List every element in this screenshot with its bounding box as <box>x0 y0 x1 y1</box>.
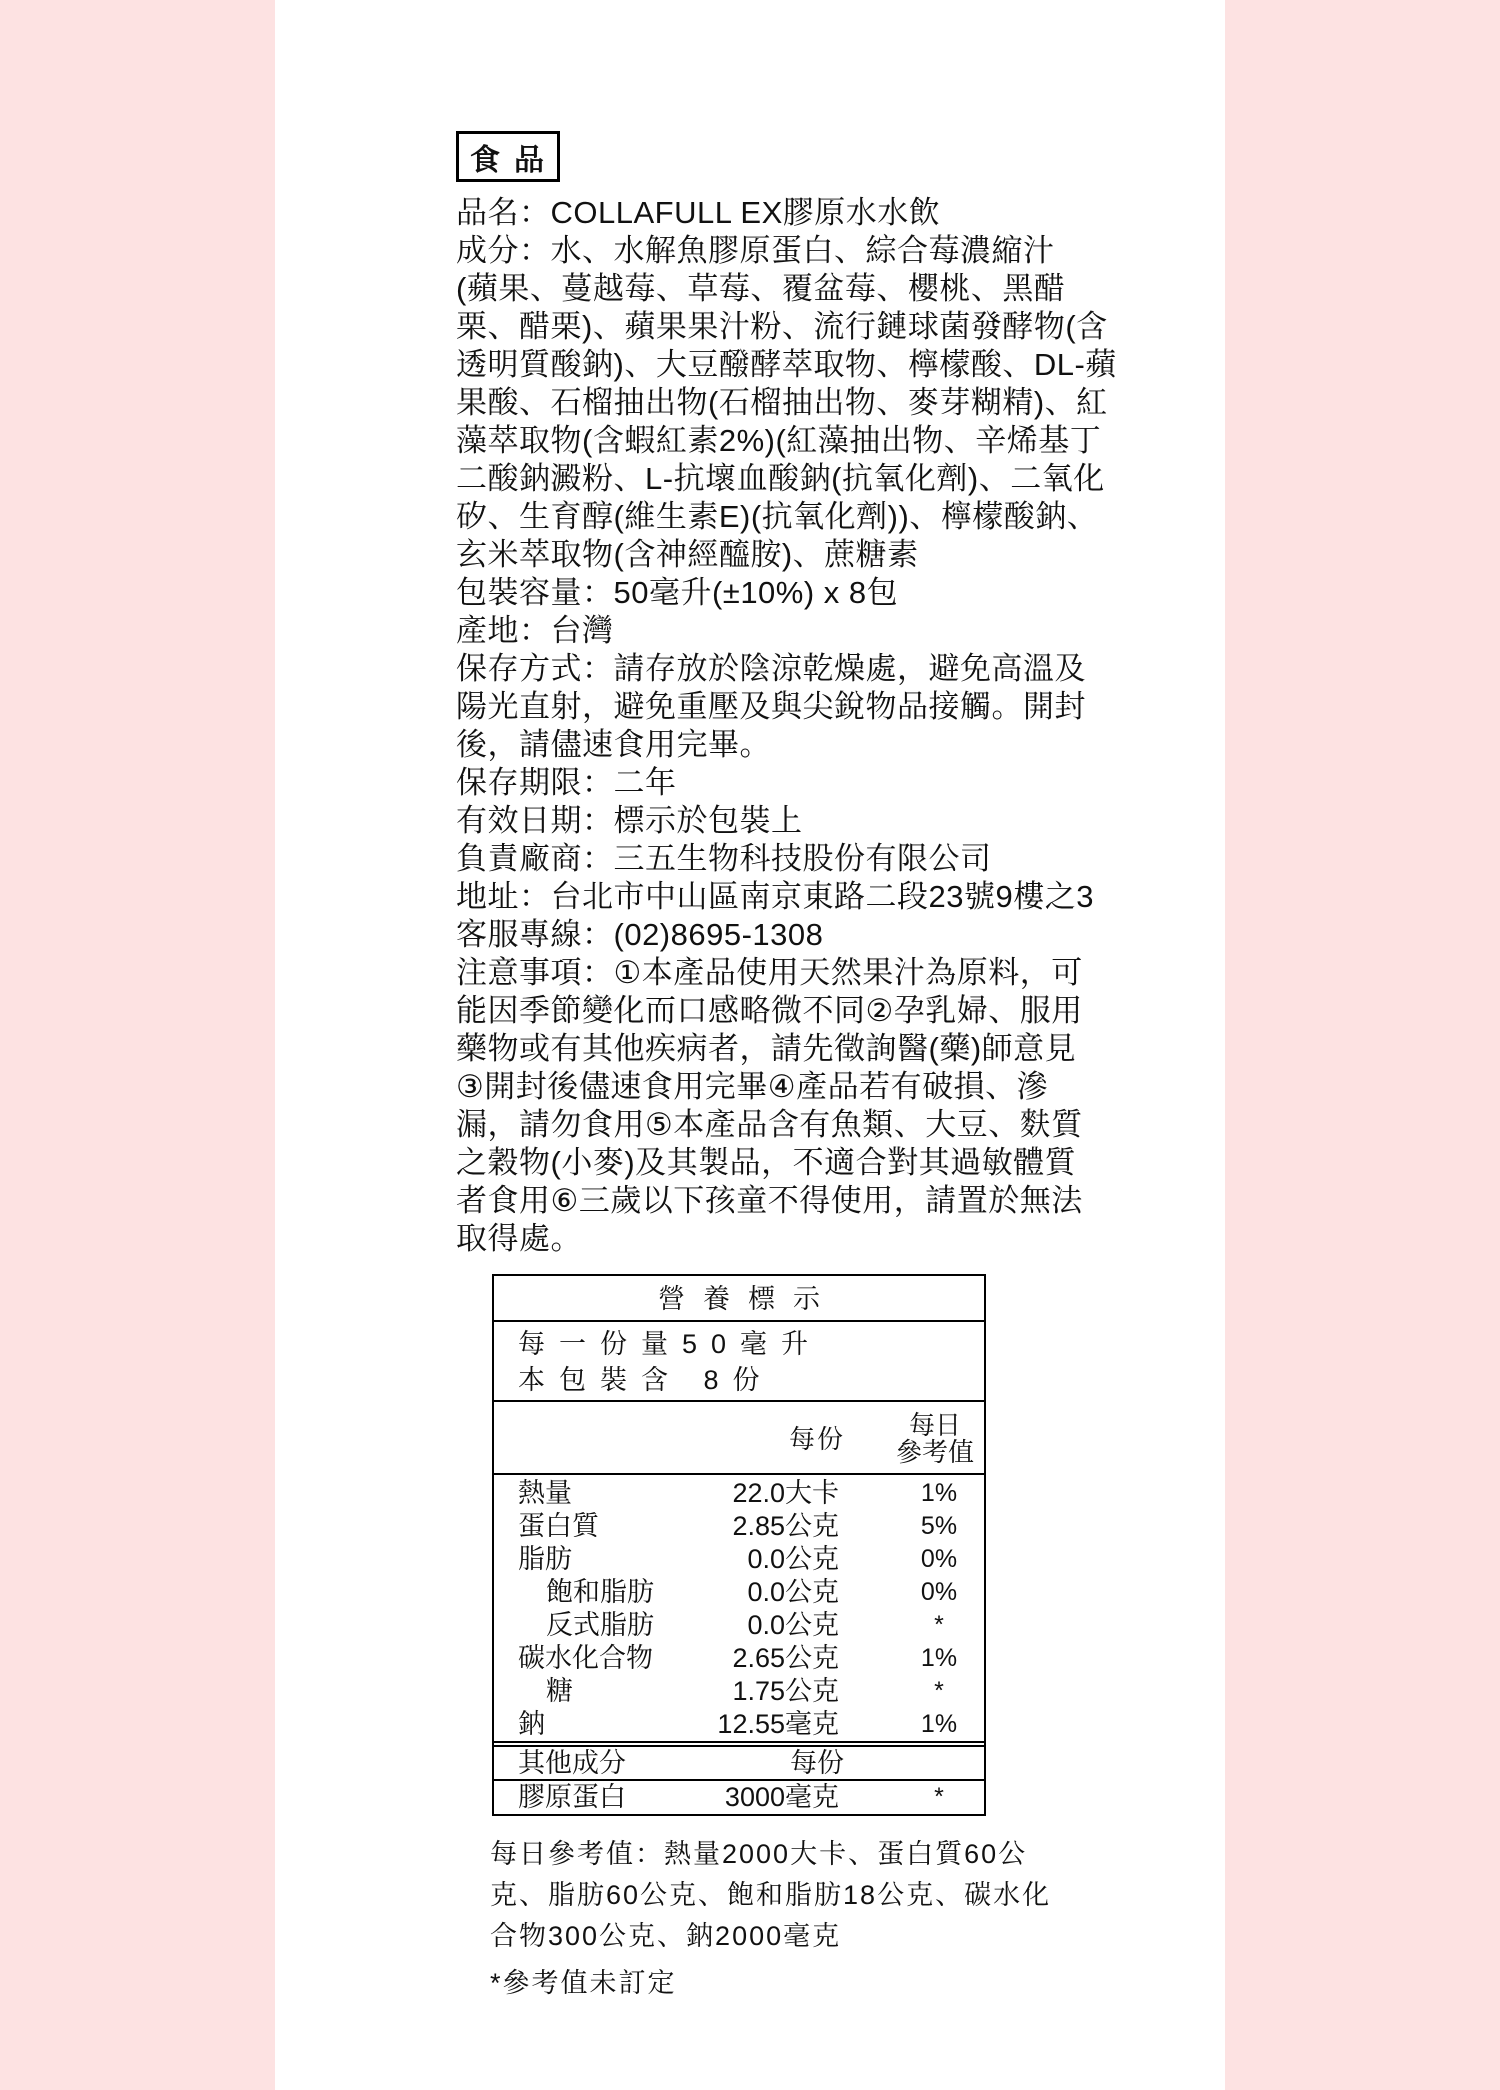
nutrient-value: 12.55毫克 <box>717 1709 839 1739</box>
nutrient-daily-value: * <box>934 1677 944 1705</box>
other-per-serving-header: 每份 <box>790 1748 844 1778</box>
nutrition-table <box>492 1274 986 1816</box>
notice-line: ③開封後儘速食用完畢④產品若有破損、滲 <box>456 1069 1049 1104</box>
pink-side-band-right <box>1225 0 1500 2090</box>
nutrient-value: 3000毫克 <box>724 1782 839 1812</box>
nutrition-table-title: 營養標示 <box>494 1276 984 1322</box>
shelf-life-line: 保存期限：二年 <box>456 765 677 800</box>
nutrient-label: 飽和脂肪 <box>546 1577 654 1607</box>
product-info-text <box>456 194 1117 1258</box>
serving-size: 每一份量50毫升 <box>518 1329 823 1359</box>
nutrient-value: 1.75公克 <box>732 1676 839 1706</box>
ingredients-line: 栗、醋栗)、蘋果果汁粉、流行鏈球菌發酵物(含 <box>456 309 1108 344</box>
ingredients-line: 透明質酸鈉)、大豆醱酵萃取物、檸檬酸、DL-蘋 <box>456 347 1117 382</box>
storage-line: 保存方式：請存放於陰涼乾燥處，避免高溫及 <box>456 651 1086 686</box>
nutrient-label: 糖 <box>546 1676 573 1706</box>
storage-line: 陽光直射，避免重壓及與尖銳物品接觸。開封 <box>456 689 1086 724</box>
servings-per-package: 本包裝含 8份 <box>518 1365 774 1395</box>
ingredients-line: (蘋果、蔓越莓、草莓、覆盆莓、櫻桃、黑醋 <box>456 271 1066 306</box>
table-row <box>494 1543 984 1576</box>
food-category-label: 食品 <box>470 143 558 177</box>
product-name-line: 品名：COLLAFULL EX膠原水水飲 <box>456 195 941 230</box>
table-row <box>494 1675 984 1708</box>
table-row <box>494 1781 984 1814</box>
pink-side-band-left <box>0 0 275 2090</box>
nutrient-value: 22.0大卡 <box>732 1478 839 1508</box>
nutrient-label: 膠原蛋白 <box>518 1782 626 1812</box>
footnote-line: 克、脂肪60公克、飽和脂肪18公克、碳水化 <box>490 1880 1052 1910</box>
ingredients-line: 玄米萃取物(含神經醯胺)、蔗糖素 <box>456 537 919 572</box>
origin-line: 產地：台灣 <box>456 613 614 648</box>
nutrient-value: 0.0公克 <box>747 1577 839 1607</box>
manufacturer-line: 負責廠商：三五生物科技股份有限公司 <box>456 841 992 876</box>
nutrient-daily-value: 0% <box>920 1545 958 1573</box>
daily-reference-footnote <box>490 1834 1052 2004</box>
notice-line: 取得處。 <box>456 1221 582 1256</box>
address-line: 地址：台北市中山區南京東路二段23號9樓之3 <box>456 879 1094 914</box>
daily-value-header-line2: 參考值 <box>895 1437 974 1467</box>
storage-line: 後，請儘速食用完畢。 <box>456 727 771 762</box>
notice-line: 能因季節變化而口感略微不同②孕乳婦、服用 <box>456 993 1083 1028</box>
notice-line: 注意事項：①本產品使用天然果汁為原料，可 <box>456 955 1083 990</box>
nutrient-value: 0.0公克 <box>747 1610 839 1640</box>
ingredients-line: 二酸鈉澱粉、L-抗壞血酸鈉(抗氧化劑)、二氧化 <box>456 461 1105 496</box>
ingredients-line: 果酸、石榴抽出物(石榴抽出物、麥芽糊精)、紅 <box>456 385 1108 420</box>
other-ingredients-label: 其他成分 <box>518 1748 626 1778</box>
hotline-line: 客服專線：(02)8695-1308 <box>456 917 824 952</box>
notice-line: 漏，請勿食用⑤本產品含有魚類、大豆、麩質 <box>456 1107 1083 1142</box>
nutrient-value: 2.85公克 <box>732 1511 839 1541</box>
nutrient-daily-value: * <box>934 1783 944 1811</box>
food-category-badge <box>456 131 560 182</box>
nutrient-daily-value: * <box>934 1611 944 1639</box>
nutrient-label: 熱量 <box>518 1478 572 1508</box>
nutrient-daily-value: 5% <box>920 1512 958 1540</box>
notice-line: 之穀物(小麥)及其製品，不適合對其過敏體質 <box>456 1145 1077 1180</box>
nutrient-label: 反式脂肪 <box>546 1610 654 1640</box>
serving-info <box>494 1322 984 1402</box>
table-row <box>494 1477 984 1510</box>
nutrition-column-headers <box>494 1402 984 1475</box>
ingredients-line: 矽、生育醇(維生素E)(抗氧化劑))、檸檬酸鈉、 <box>456 499 1099 534</box>
per-serving-column-header: 每份 <box>788 1424 845 1454</box>
expiry-line: 有效日期：標示於包裝上 <box>456 803 803 838</box>
table-row <box>494 1609 984 1642</box>
nutrient-label: 碳水化合物 <box>518 1643 653 1673</box>
notice-line: 藥物或有其他疾病者，請先徵詢醫(藥)師意見 <box>456 1031 1077 1066</box>
nutrient-value: 2.65公克 <box>732 1643 839 1673</box>
footnote-line: 合物300公克、鈉2000毫克 <box>490 1921 842 1951</box>
table-row <box>494 1510 984 1543</box>
other-ingredients-header-row <box>494 1745 984 1781</box>
daily-value-column-header <box>890 1412 980 1466</box>
nutrient-label: 蛋白質 <box>518 1511 599 1541</box>
nutrient-daily-value: 1% <box>920 1479 958 1507</box>
table-row <box>494 1576 984 1609</box>
nutrient-daily-value: 0% <box>920 1578 958 1606</box>
table-row <box>494 1642 984 1675</box>
package-size-line: 包裝容量：50毫升(±10%) x 8包 <box>456 575 899 610</box>
nutrient-daily-value: 1% <box>920 1644 958 1672</box>
ingredients-line: 藻萃取物(含蝦紅素2%)(紅藻抽出物、辛烯基丁 <box>456 423 1102 458</box>
asterisk-footnote: *參考值未訂定 <box>490 1968 677 1998</box>
nutrition-data-rows <box>494 1475 984 1743</box>
nutrient-daily-value: 1% <box>920 1710 958 1738</box>
ingredients-line: 成分：水、水解魚膠原蛋白、綜合莓濃縮汁 <box>456 233 1055 268</box>
nutrient-label: 鈉 <box>518 1709 545 1739</box>
nutrient-value: 0.0公克 <box>747 1544 839 1574</box>
notice-line: 者食用⑥三歲以下孩童不得使用，請置於無法 <box>456 1183 1083 1218</box>
daily-value-header-line1: 每日 <box>908 1410 961 1440</box>
footnote-line: 每日參考值：熱量2000大卡、蛋白質60公 <box>490 1839 1028 1869</box>
nutrient-label: 脂肪 <box>518 1544 572 1574</box>
table-row <box>494 1708 984 1741</box>
